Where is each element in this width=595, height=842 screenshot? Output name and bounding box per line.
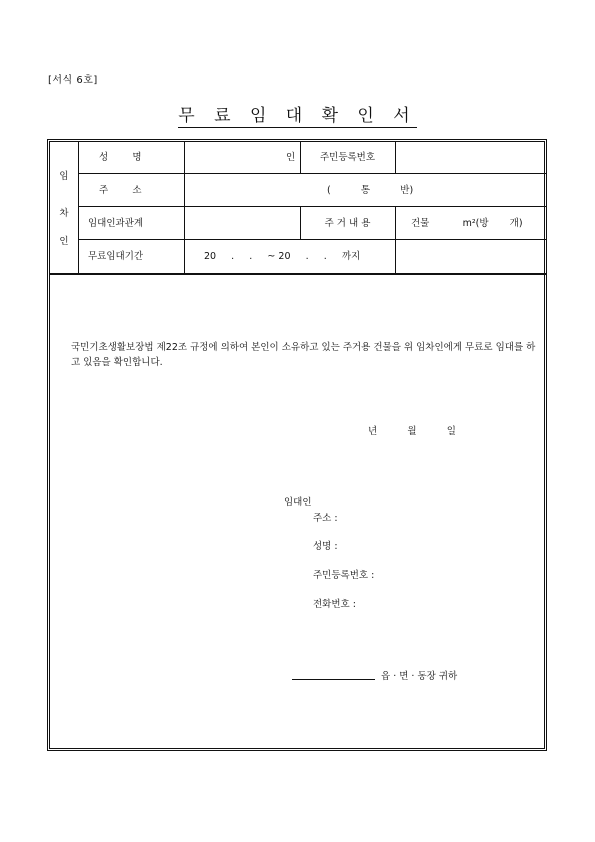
landlord-phone: 전화번호 : [313,599,356,610]
building-area-field: 건물 m²(방 개) [411,218,523,229]
document-title: 무 료 임 대 확 인 서 [178,106,417,126]
address-tong-ban: ( 통 반) [327,185,414,196]
confirmation-statement: 국민기초생활보장법 제22조 규정에 의하여 본인이 소유하고 있는 주거용 건물을 위 임차인에게 무료로 임대를 하고 있음을 확인합니다. [71,342,536,368]
relation-label: 임대인과관계 [88,218,144,229]
seal-mark: 인 [286,152,296,163]
rrn-label: 주민등록번호 [319,152,376,163]
tenant-section-label-2: 차 [59,208,69,219]
period-value: 20 . . ~ 20 . . 까지 [204,251,361,262]
addressee-blank [292,679,375,680]
column-divider [184,142,185,273]
addressee: 읍 · 면 · 동장 귀하 [381,671,458,682]
landlord-rrn: 주민등록번호 : [313,570,375,581]
date-line: 년 월 일 [368,426,456,437]
row-divider [78,239,547,240]
column-divider [395,206,396,273]
residence-label: 주 거 내 용 [324,218,371,229]
landlord-heading: 임대인 [284,497,312,508]
column-divider [78,142,79,273]
form-frame [47,139,547,751]
row-divider [78,206,547,207]
landlord-address: 주소 : [313,513,338,524]
landlord-name: 성명 : [313,541,338,552]
period-label: 무료임대기간 [88,251,144,262]
name-label: 성 명 [99,152,142,163]
form-number: [서식 6호] [48,75,98,86]
table-bottom-border [50,273,547,275]
tenant-section-label-1: 임 [59,171,69,182]
tenant-section-label-3: 인 [59,236,69,247]
address-label: 주 소 [99,185,142,196]
row-divider [78,173,547,174]
column-divider [395,142,396,173]
